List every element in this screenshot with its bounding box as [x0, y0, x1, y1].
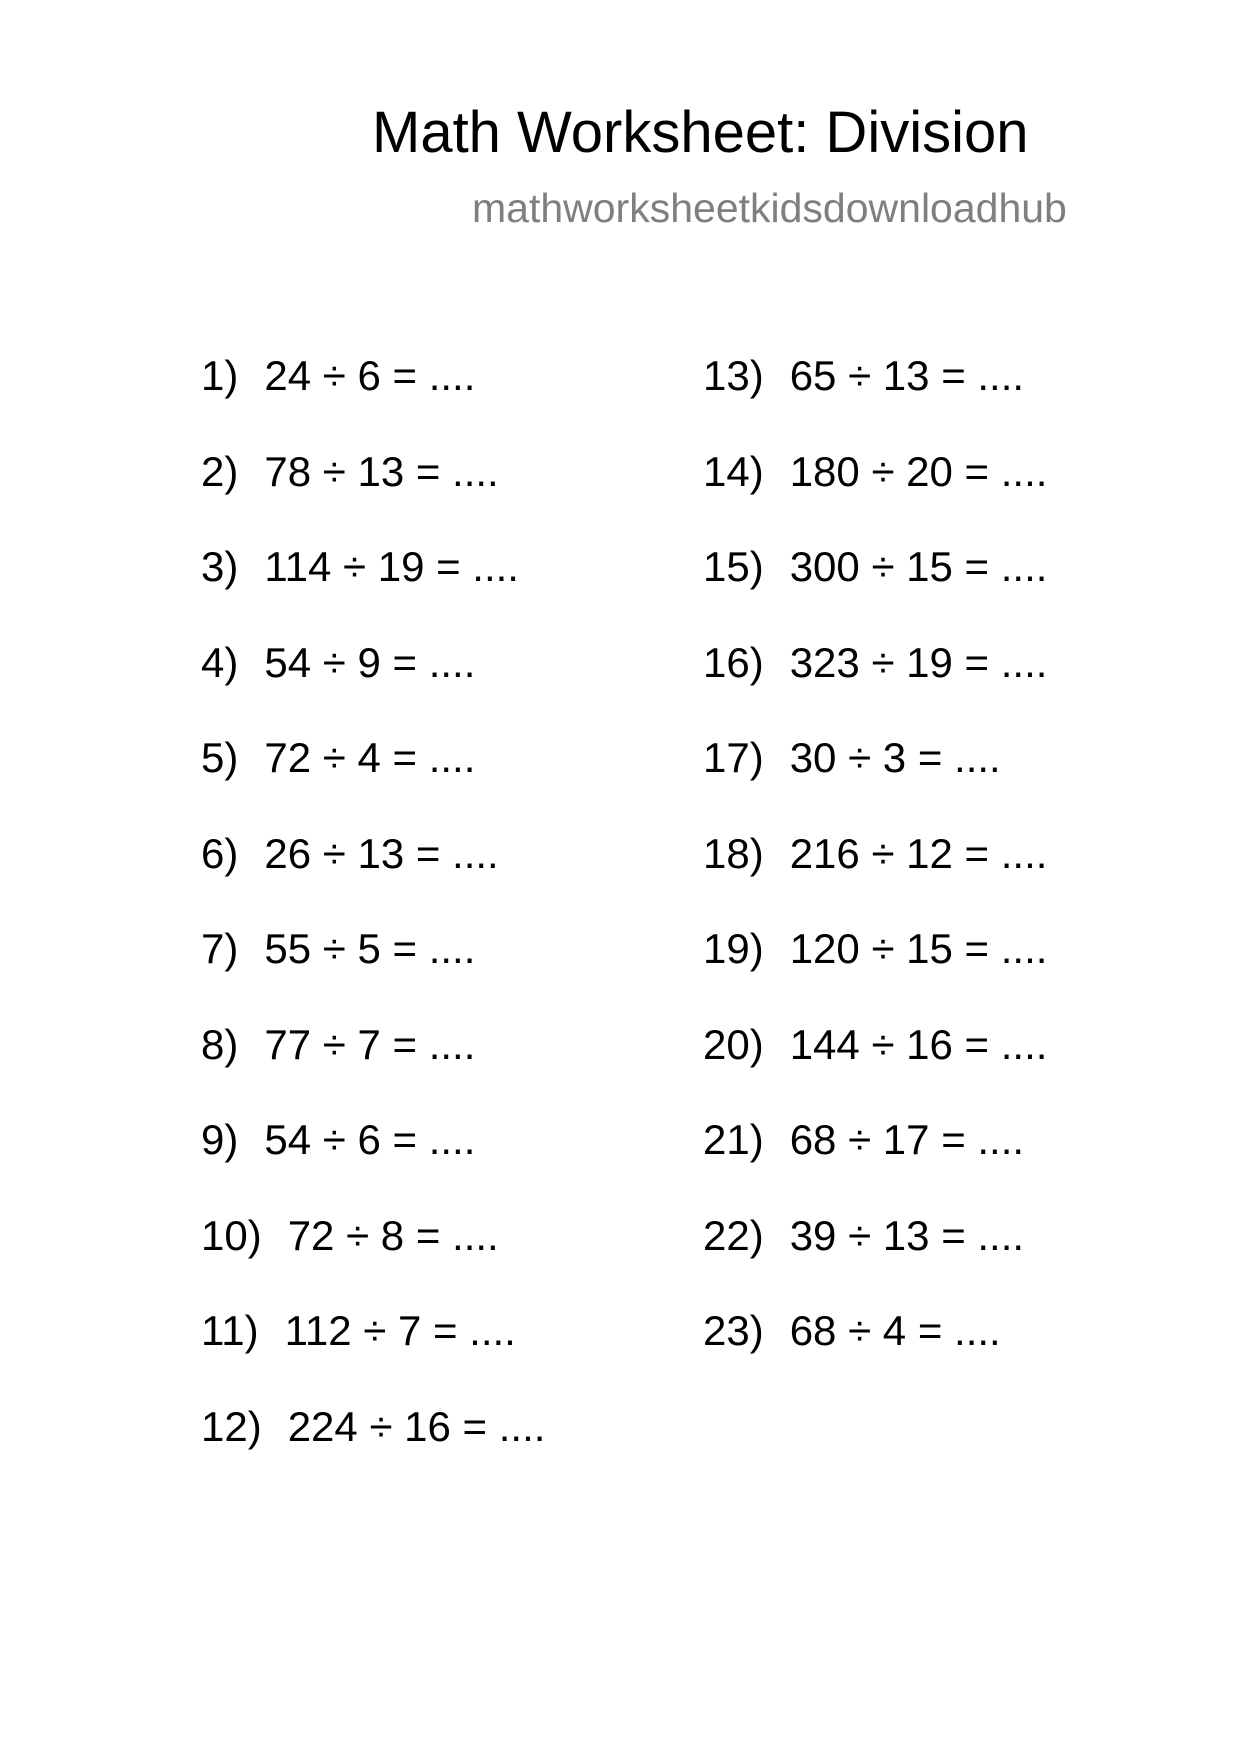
problem-expression: 54 ÷ 9 = ....	[264, 638, 476, 686]
page-subtitle: mathworksheetkidsdownloadhub	[472, 185, 1067, 231]
problem-number: 7)	[201, 925, 239, 972]
problem-number: 8)	[201, 1020, 239, 1068]
problem-expression: 77 ÷ 7 = ....	[264, 1020, 476, 1068]
problem-number: 13)	[703, 352, 764, 399]
problem-number: 10)	[201, 1211, 262, 1259]
problem-expression: 323 ÷ 19 = ....	[789, 638, 1048, 686]
problem-number: 11)	[201, 1307, 259, 1354]
problem-expression: 55 ÷ 5 = ....	[264, 925, 476, 972]
problem-number: 9)	[201, 1116, 239, 1163]
problem-expression: 72 ÷ 8 = ....	[287, 1211, 499, 1259]
problem-number: 21)	[703, 1116, 764, 1163]
problem-number: 16)	[703, 638, 764, 686]
problem-expression: 224 ÷ 16 = ....	[287, 1402, 546, 1450]
problem-number: 2)	[201, 447, 239, 495]
problem-expression: 114 ÷ 19 = ....	[264, 543, 519, 590]
problem-expression: 112 ÷ 7 = ....	[284, 1307, 516, 1354]
problem-item	[703, 1112, 1047, 1208]
problem-item	[703, 539, 1047, 635]
problem-expression: 30 ÷ 3 = ....	[789, 734, 1001, 781]
problem-number: 20)	[703, 1020, 764, 1068]
problem-item	[703, 1208, 1047, 1304]
problem-expression: 78 ÷ 13 = ....	[264, 447, 499, 495]
problem-number: 22)	[703, 1211, 764, 1259]
problem-item	[703, 826, 1047, 922]
problem-expression: 65 ÷ 13 = ....	[789, 352, 1025, 399]
problem-item	[201, 444, 545, 540]
problem-expression: 39 ÷ 13 = ....	[789, 1211, 1025, 1259]
problem-number: 3)	[201, 543, 239, 590]
problem-item	[703, 1303, 1047, 1399]
problem-expression: 120 ÷ 15 = ....	[789, 925, 1048, 972]
problem-expression: 68 ÷ 17 = ....	[789, 1116, 1025, 1163]
problem-expression: 24 ÷ 6 = ....	[264, 352, 476, 399]
problem-list-right	[703, 348, 1047, 1399]
problem-expression: 300 ÷ 15 = ....	[789, 543, 1048, 590]
problem-item	[201, 539, 545, 635]
problem-item	[201, 1303, 545, 1399]
problem-expression: 54 ÷ 6 = ....	[264, 1116, 476, 1163]
problem-item	[703, 921, 1047, 1017]
problem-item	[201, 1208, 545, 1304]
problem-expression: 216 ÷ 12 = ....	[789, 829, 1048, 877]
problem-number: 18)	[703, 829, 764, 877]
problem-number: 19)	[703, 925, 764, 972]
problem-item	[201, 730, 545, 826]
problem-item	[703, 444, 1047, 540]
problem-item	[201, 921, 545, 1017]
problem-expression: 68 ÷ 4 = ....	[789, 1307, 1001, 1354]
problem-expression: 26 ÷ 13 = ....	[264, 829, 499, 877]
problem-number: 23)	[703, 1307, 764, 1354]
problem-item	[703, 730, 1047, 826]
problem-number: 1)	[201, 352, 239, 399]
problem-item	[201, 826, 545, 922]
problem-item	[703, 635, 1047, 731]
problem-item	[201, 635, 545, 731]
problem-number: 15)	[703, 543, 764, 590]
problem-item	[201, 1112, 545, 1208]
problem-item	[201, 1017, 545, 1113]
problem-expression: 72 ÷ 4 = ....	[264, 734, 476, 781]
problem-item	[703, 348, 1047, 444]
problem-number: 17)	[703, 734, 764, 781]
page-title: Math Worksheet: Division	[372, 100, 1029, 165]
problem-item	[201, 1399, 545, 1495]
problem-number: 12)	[201, 1402, 262, 1450]
problem-item	[703, 1017, 1047, 1113]
problem-number: 14)	[703, 447, 764, 495]
problem-list-left	[201, 348, 545, 1494]
problem-expression: 144 ÷ 16 = ....	[789, 1020, 1048, 1068]
problem-item	[201, 348, 545, 444]
problem-number: 4)	[201, 638, 239, 686]
problem-number: 6)	[201, 829, 239, 877]
problem-number: 5)	[201, 734, 239, 781]
problem-expression: 180 ÷ 20 = ....	[789, 447, 1048, 495]
